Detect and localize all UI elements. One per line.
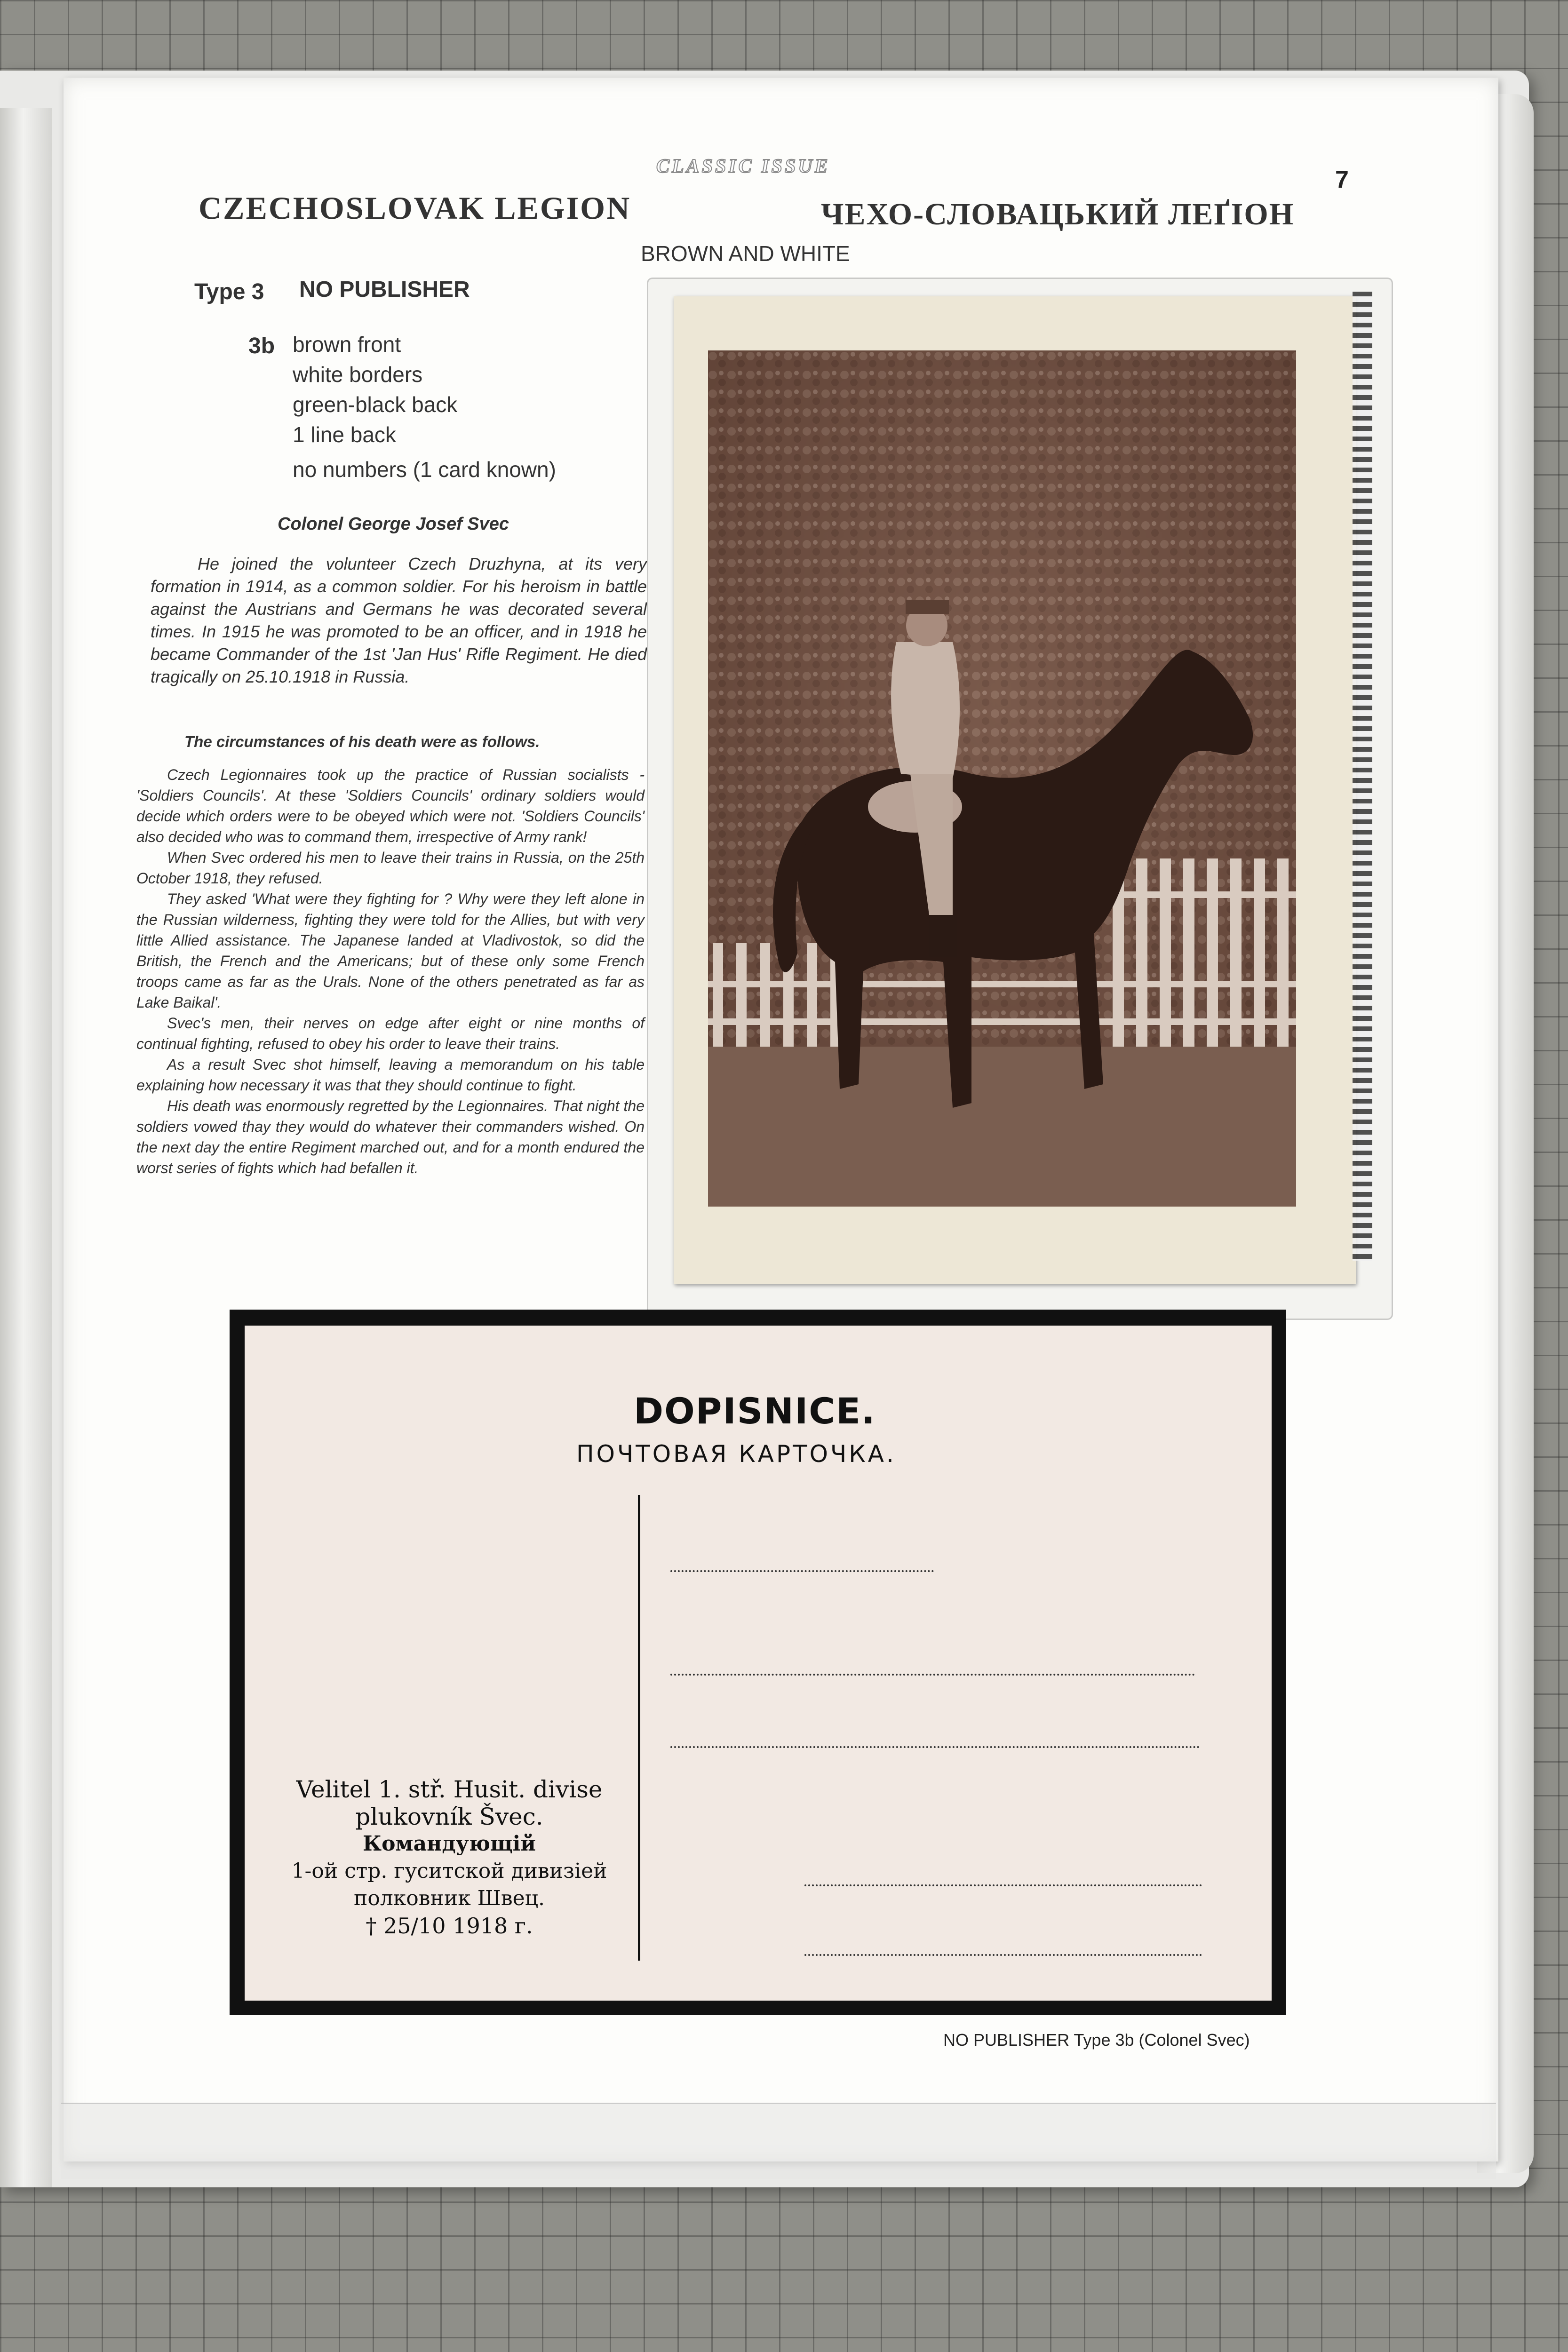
description-line: brown front <box>293 332 401 357</box>
sender-line: Velitel 1. stř. Husit. divise <box>296 1776 603 1803</box>
subtitle: BROWN AND WHITE <box>641 241 850 266</box>
bio-text: He joined the volunteer Czech Druzhyna, at its very formation in 1914, as a common soldier. For his heroism in battle against the Austrians and Germans he was decorated several times. In 1915 he was promoted to be an officer, and in 1918 he became Commander of the 1st 'Jan Hus' Rifle Regiment. He died tragically on 25.10.1918 in Russia. <box>151 554 647 686</box>
address-line <box>670 1674 1195 1676</box>
postcard-subtitle: ПОЧТОВАЯ КАРТОЧКА. <box>576 1440 896 1468</box>
postcard-caption: NO PUBLISHER Type 3b (Colonel Svec) <box>943 2030 1250 2050</box>
circumstances-heading: The circumstances of his death were as follows. <box>184 733 540 750</box>
page-title-ukrainian: ЧЕХО-СЛОВАЦЬКИЙ ЛЕҐІОН <box>821 197 1295 231</box>
postcard-divider <box>638 1495 640 1961</box>
sender-line: 1-ой стр. гуситской дивизіей <box>291 1859 607 1883</box>
paragraph: They asked 'What were they fighting for ? Why were they left alone in the Russian wilderness, fighting they were told for the Allies, but with very little Allied assistance. The Japanese landed at Vladivostok, so did the British, the French and the Americans; but of these only some French troops came as far as the Urals. None of the others penetrated as far as Lake Baikal'. <box>136 890 645 1011</box>
paragraph: When Svec ordered his men to leave their trains in Russia, on the 25th October 1918, they refused. <box>136 849 645 887</box>
description-line: no numbers (1 card known) <box>293 457 556 482</box>
sleeve-perforation <box>1353 292 1372 1261</box>
address-line <box>804 1884 1202 1886</box>
sender-line: † 25/10 1918 г. <box>366 1913 533 1939</box>
type-code: 3b <box>248 334 275 358</box>
grass <box>708 1047 1296 1207</box>
publisher-label: NO PUBLISHER <box>299 277 470 302</box>
paragraph: Czech Legionnaires took up the practice of Russian socialists - 'Soldiers Councils'. At these 'Soldiers Councils' ordinary soldiers would decide which orders were to be obeyed which were not. 'Soldiers Councils' also decided who was to command them, irrespective of Army rank! <box>136 766 645 845</box>
description-line: white borders <box>293 362 423 387</box>
address-line <box>670 1746 1200 1748</box>
page-protector-edge <box>61 2103 1496 2179</box>
paragraph: His death was enormously regretted by the Legionnaires. That night the soldiers vowed thay they would do whatever their commanders wished. On the next day the entire Regiment marched out, and for a month endured the worst series of fights which had befallen it. <box>136 1097 645 1176</box>
address-line <box>670 1570 934 1572</box>
sender-line: полковник Швец. <box>354 1886 545 1910</box>
page-title-english: CZECHOSLOVAK LEGION <box>199 190 631 226</box>
description-line: green-black back <box>293 392 458 417</box>
binder-spine <box>0 108 52 2187</box>
type-description <box>293 329 556 485</box>
sender-line: plukovník Švec. <box>355 1803 543 1830</box>
description-line: 1 line back <box>293 422 396 447</box>
paragraph: Svec's men, their nerves on edge after eight or nine months of continual fighting, refused to obey his order to leave their trains. <box>136 1015 645 1052</box>
type-label: Type 3 <box>194 279 264 304</box>
classic-issue-label: CLASSIC ISSUE <box>656 156 830 177</box>
address-line <box>804 1954 1202 1956</box>
postcard-title: DOPISNICE. <box>634 1390 876 1432</box>
sender-line: Командующій <box>363 1832 536 1856</box>
bio-heading: Colonel George Josef Svec <box>278 514 509 534</box>
circumstances-text <box>136 764 645 1178</box>
page-number: 7 <box>1335 166 1349 193</box>
sender-block <box>266 1776 633 1939</box>
paragraph: As a result Svec shot himself, leaving a memorandum on his table explaining how necessary it was that they should continue to fight. <box>136 1056 645 1094</box>
horseman-photo <box>708 350 1296 1207</box>
